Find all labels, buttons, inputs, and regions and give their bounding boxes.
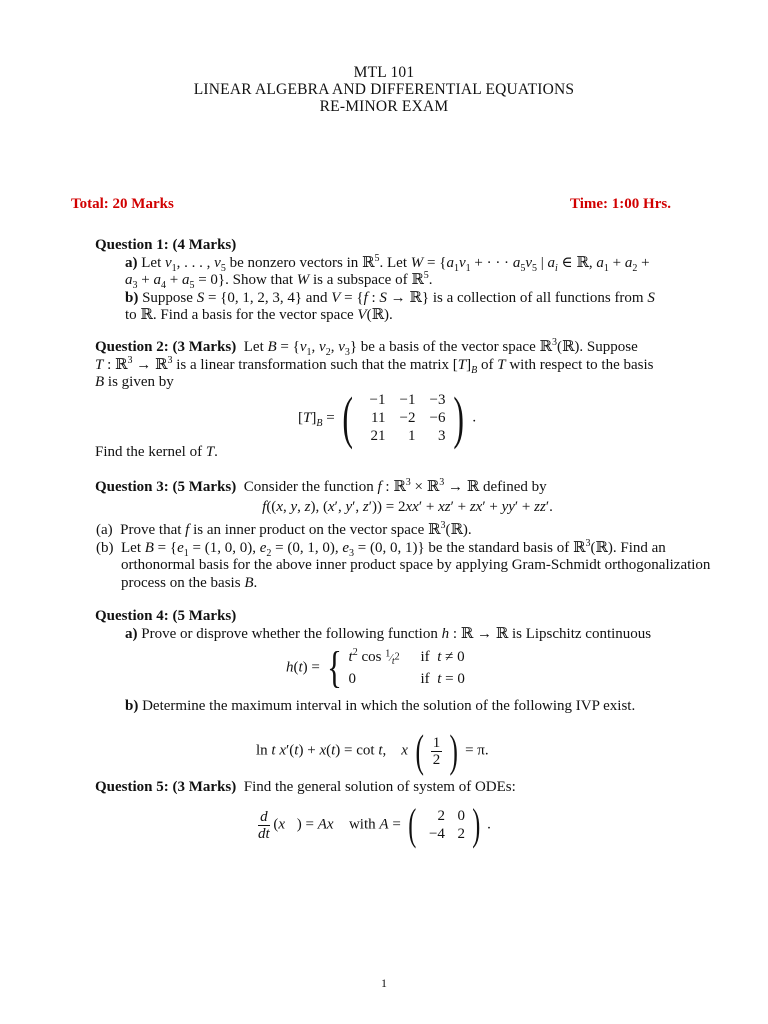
question-5-heading: Question 5: (3 Marks) (95, 779, 237, 795)
exam-title: RE-MINOR EXAM (319, 98, 449, 115)
ivp-equation: ln t x′(t) + x(t) = cot t, x ( $\frac{1}{2}$ ) = π. (256, 725, 489, 776)
question-3-heading: Question 3: (5 Marks) (95, 479, 237, 495)
question-5: Question 5: (3 Marks) Find the general solution of system of ODEs: (95, 779, 516, 795)
question-2-heading: Question 2: (3 Marks) (95, 339, 237, 355)
question-3: Question 3: (5 Marks) Consider the function f : ℝ$^3$ × ℝ$^3$ → ℝ defined by f((x, y, z), (x′, y′, z′)) = 2xx′ + xz′ + zx′ + yy′ + zz′. (95, 477, 553, 515)
page-number: 1 (381, 976, 387, 990)
total-marks: Total: 20 Marks (71, 196, 174, 212)
question-1-part-b: b) Suppose S = {0, 1, 2, 3, 4} and V = {f : S → ℝ} is a collection of all functions from S to ℝ. Find a basis for the vector space V(ℝ). (125, 289, 655, 323)
course-code: MTL 101 (353, 64, 415, 81)
course-title: LINEAR ALGEBRA AND DIFFERENTIAL EQUATIONS (193, 81, 575, 98)
question-4-part-b: b) Determine the maximum interval in which the solution of the following IVP exist. (125, 698, 636, 714)
matrix-tb: $[T]_B$ = ( −1 −1 −3 11 −2 −6 21 1 3 ) . (298, 385, 477, 450)
question-4: Question 4: (5 Marks) a) Prove or disprove whether the following function h : ℝ → ℝ is Lipschitz continuous (95, 608, 720, 643)
ode-system: $\frac{d}{dt}$ (x⃗) = Ax⃗ with A = ( 2 0 −4 2 ) . (258, 800, 491, 849)
exam-time: Time: 1:00 Hrs. (570, 196, 671, 212)
question-2: Question 2: (3 Marks) Let $B = \{v_1$, $v_2$, $v_3$} be a basis of the vector space ℝ$^3$(ℝ). Suppose T : ℝ$^3$ → ℝ$^3$ is a linear transformation such that the matrix $[T]_B$ of T with respect to the basis B is given by (95, 337, 654, 390)
question-3-parts: (a) Prove that f is an inner product on the vector space ℝ$^3$(ℝ). (b) Let $B = \{e_1 = (1$, 0, 0), $e_2 = (0$, 1, 0), $e_3 = (0$, 0, 1)} be the standard basis of ℝ$^3$(ℝ). Find an orthonormal basis for the above inner product space by applying Gram-Schmidt orthogonalization process on the basis B. (96, 520, 711, 591)
function-h: h(t) = { $t^2$ $\cos ^1⁄_{t^2}$ if t ≠ 0 0 if t = 0 (286, 643, 465, 692)
question-1-heading: Question 1: (4 Marks) (95, 237, 237, 253)
question-1 (95, 237, 720, 325)
question-1-part-a: a) Let $v_1$, . . . , $v_5$ be nonzero vectors in ℝ$^5$. Let $W = \{a_1v_1$ + · · · $a_5v_5$ | $a_i$ ∈ ℝ, $a_1 + a_2$ + $a_3 + a_4 + a_5 = 0$}. Show that W is a subspace of ℝ$^5$. (125, 252, 650, 291)
question-4-heading: Question 4: (5 Marks) (95, 608, 237, 624)
question-2-find-kernel: Find the kernel of T. (95, 444, 218, 460)
